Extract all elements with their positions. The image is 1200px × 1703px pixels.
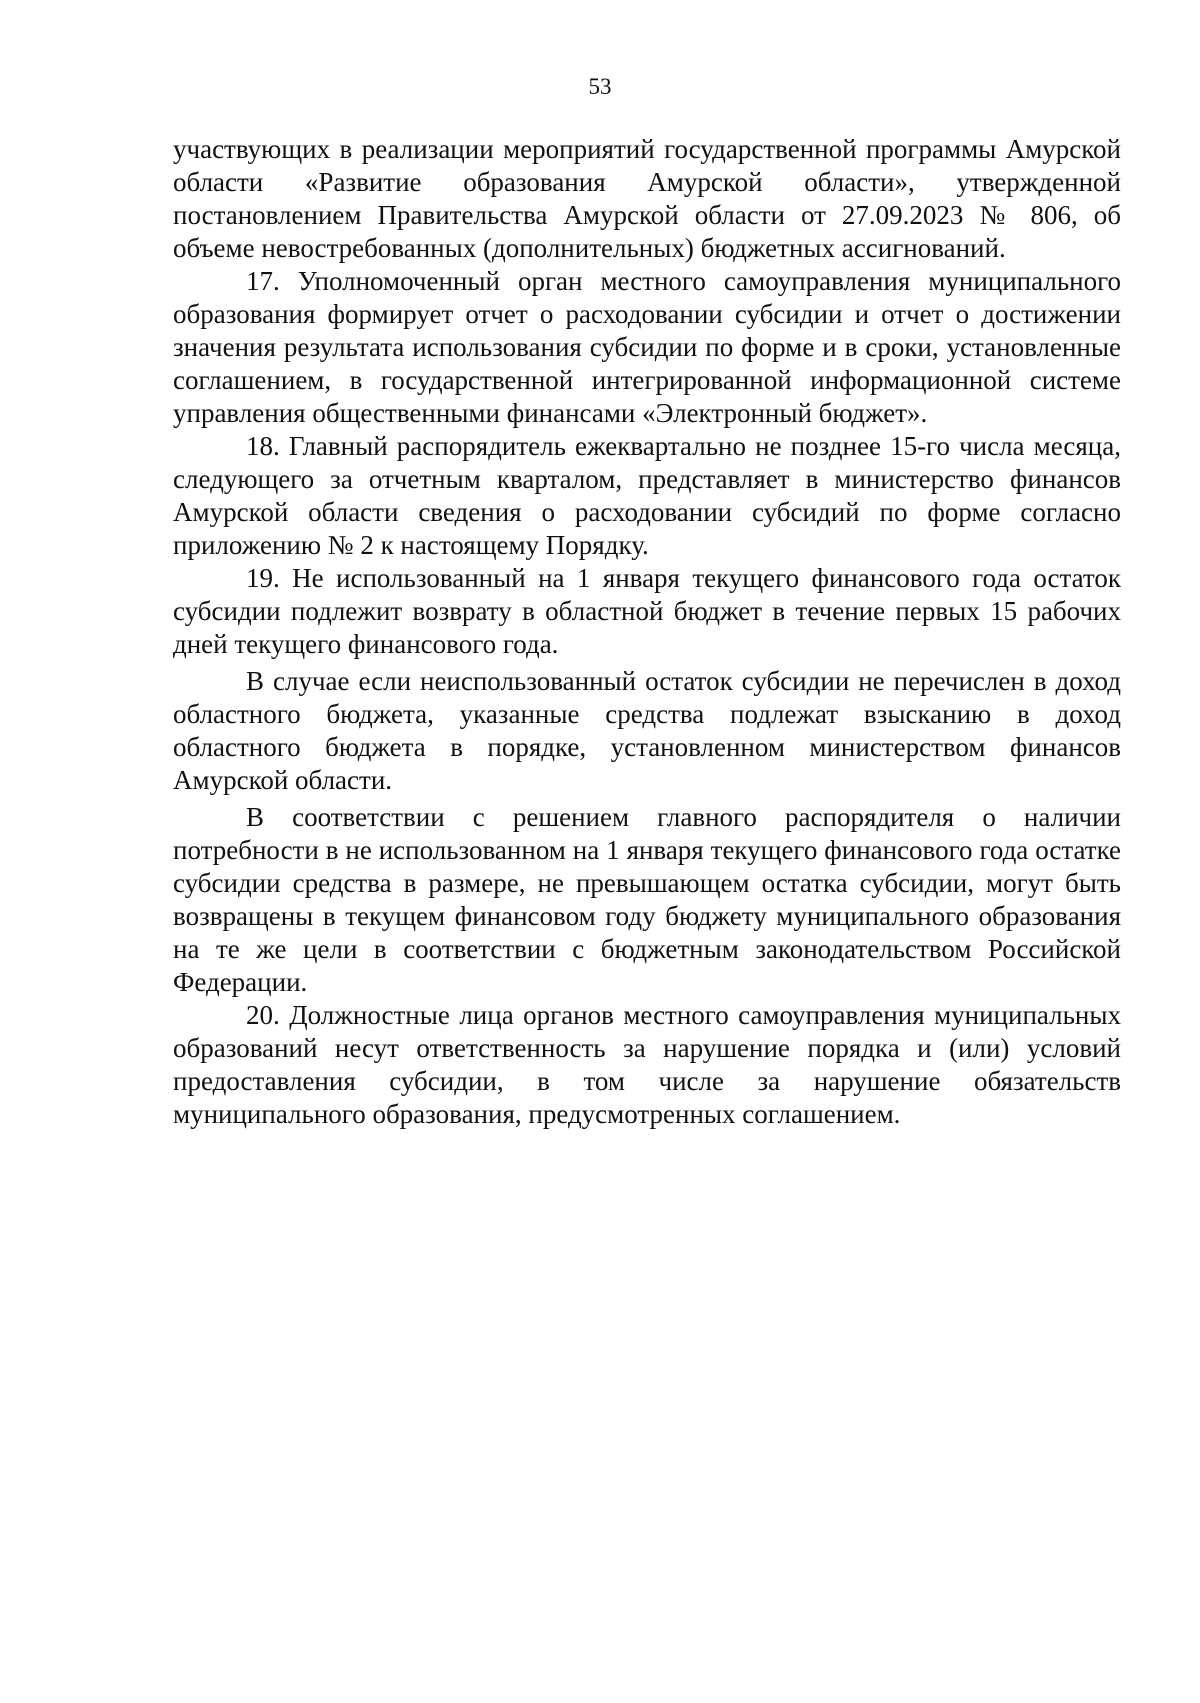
document-body — [173, 133, 1121, 1131]
paragraph-19-return-decision: В соответствии с решением главного распорядителя о наличии потребности в не использованном на 1 января текущего финансового года остатке субсидии средства в размере, не превышающем остатка субсидии, могут быть возвращены в текущем финансовом году бюджету муниципального образования на те же цели в соответствии с бюджетным законодательством Российской Федерации. — [173, 802, 1121, 997]
paragraph-20: 20. Должностные лица органов местного самоуправления муниципальных образований несут ответственность за нарушение порядка и (или) условий предоставления субсидии, в том числе за нарушение обязательств муниципального образования, предусмотренных соглашением. — [173, 1000, 1121, 1129]
paragraph-19-unused-balance: В случае если неиспользованный остаток субсидии не перечислен в доход областного бюджета, указанные средства подлежат взысканию в доход областного бюджета в порядке, установленном министерством финансов Амурской области. — [173, 666, 1121, 795]
paragraph-continuation: участвующих в реализации мероприятий государственной программы Амурской области «Развитие образования Амурской области», утвержденной постановлением Правительства Амурской области от 27.09.2023 № 806, об объеме невостребованных (дополнительных) бюджетных ассигнований. — [173, 134, 1121, 263]
paragraph-19: 19. Не использованный на 1 января текущего финансового года остаток субсидии подлежит возврату в областной бюджет в течение первых 15 рабочих дней текущего финансового года. — [173, 563, 1121, 659]
page-number: 53 — [588, 74, 612, 99]
paragraph-17: 17. Уполномоченный орган местного самоуправления муниципального образования формирует отчет о расходовании субсидии и отчет о достижении значения результата использования субсидии по форме и в сроки, установленные соглашением, в государственной интегрированной информационной системе управления общественными финансами «Электронный бюджет». — [173, 266, 1121, 428]
paragraph-18: 18. Главный распорядитель ежеквартально не позднее 15-го числа месяца, следующего за отчетным кварталом, представляет в министерство финансов Амурской области сведения о расходовании субсидий по форме согласно приложению № 2 к настоящему Порядку. — [173, 431, 1121, 560]
